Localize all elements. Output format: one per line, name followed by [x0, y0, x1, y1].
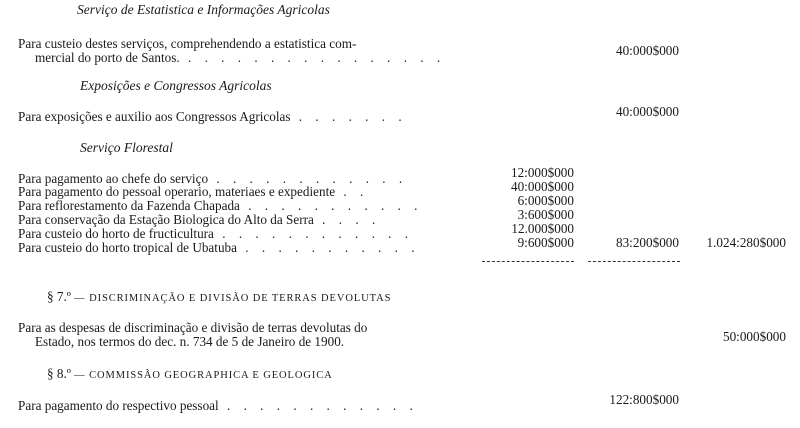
budget-item-label: Para reflorestamento da Fazenda Chapada . . . . . . . . . . .	[18, 198, 423, 213]
budget-item-label: Para pagamento do pessoal operario, materiaes e expediente . .	[18, 184, 369, 199]
budget-line-text: Para exposições e auxilio aos Congressos Agricolas . . . . . . .	[18, 109, 407, 124]
budget-item-amount: 12.000$000	[511, 221, 574, 236]
budget-item-label: Para pagamento ao chefe do serviço . . . . . . . . . . . .	[18, 171, 408, 186]
budget-line-text: Para custeio destes serviços, comprehendendo a estatistica com-	[18, 36, 357, 51]
budget-line-text: mercial do porto de Santos. . . . . . . . . . . . . . . . .	[35, 50, 446, 65]
paragraph-title: — DISCRIMINAÇÃO E DIVISÃO DE TERRAS DEVOLUTAS	[74, 293, 392, 304]
budget-subtotal: 83:200$000	[615, 235, 679, 250]
budget-line-text: Para as despesas de discriminação e divisão de terras devolutas do	[18, 320, 368, 335]
section-heading-estatistica: Serviço de Estatistica e Informações Agricolas	[77, 2, 330, 17]
budget-total: 1.024:280$000	[706, 235, 786, 250]
section-heading-par8	[47, 367, 333, 383]
budget-item-amount: 3:600$000	[517, 207, 574, 222]
column-rule	[588, 261, 680, 262]
paragraph-number: § 7.º	[47, 289, 71, 304]
budget-line-text: Para pagamento do respectivo pessoal . . . . . . . . . . . .	[18, 398, 418, 413]
budget-item-label: Para custeio do horto tropical de Ubatuba . . . . . . . . . . .	[18, 240, 420, 255]
budget-amount: 40:000$000	[615, 43, 679, 58]
budget-item-label: Para custeio do horto de fructicultura . . . . . . . . . . . .	[18, 226, 414, 241]
section-heading-florestal: Serviço Florestal	[80, 140, 173, 155]
paragraph-number: § 8.º	[47, 366, 71, 381]
section-heading-par7	[47, 290, 391, 306]
budget-item-amount: 9:600$000	[517, 235, 574, 250]
budget-amount: 40:000$000	[615, 104, 679, 119]
budget-amount: 122:800$000	[609, 392, 679, 407]
budget-item-amount: 40:000$000	[510, 179, 574, 194]
budget-item-label: Para conservação da Estação Biologica do Alto da Serra . . . .	[18, 212, 381, 227]
budget-item-amount: 6:000$000	[517, 193, 574, 208]
budget-item-amount: 12:000$000	[510, 165, 574, 180]
column-rule	[482, 261, 574, 262]
budget-line-text: Estado, nos termos do dec. n. 734 de 5 de Janeiro de 1900.	[35, 334, 345, 349]
section-heading-exposicoes: Exposições e Congressos Agricolas	[80, 78, 272, 93]
paragraph-title: — COMMISSÃO GEOGRAPHICA E GEOLOGICA	[74, 370, 333, 381]
budget-amount: 50:000$000	[722, 329, 786, 344]
